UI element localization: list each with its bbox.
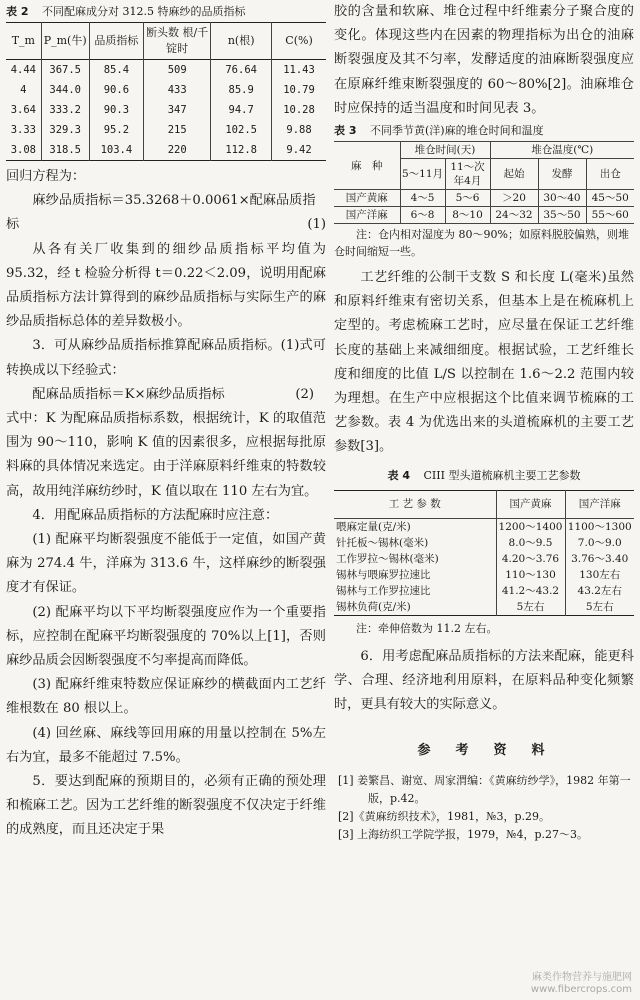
table4-cell: 锡林负荷(克/米) (336, 600, 411, 613)
table4-cell: 43.2左右 (565, 583, 634, 599)
left-column (6, 0, 326, 843)
table4-cell: 1200～1400 (496, 518, 565, 535)
table2-cell: 3.08 (10, 144, 36, 156)
table2-cell: 333.2 (41, 100, 89, 120)
table3-note: 注：仓内相对湿度为 80～90%；如原料脱胶偏熟，则堆仓时间缩短一些。 (334, 228, 629, 259)
table3-cell: 45～50 (586, 190, 634, 207)
table4-header: 工 艺 参 数 (334, 490, 496, 518)
paragraph: 4．用配麻品质指标的方法配麻时应注意： (32, 507, 279, 523)
table2-cell: 95.2 (89, 120, 143, 140)
table2-cell: 344.0 (41, 80, 89, 100)
table2-header: T_m (11, 34, 35, 47)
table3-cell: 5～6 (445, 190, 490, 207)
table4-row (334, 535, 634, 551)
table2-cell: 509 (144, 60, 211, 81)
table4-cell: 5左右 (496, 599, 565, 616)
table2-header: 品质指标 (89, 23, 143, 60)
paragraph: 5．要达到配麻的预期目的，必须有正确的预处理和梳麻工艺。因为工艺纤维的断裂强度不仅决定于纤维的成熟度，而且还决定于果 (6, 774, 326, 838)
table2-cell: 347 (144, 100, 211, 120)
paragraph: 6．用考虑配麻品质指标的方法来配麻，能更科学、合理、经济地利用原料，在原料品种变化频繁时，更具有较大的实际意义。 (334, 648, 634, 713)
table2-row (6, 80, 326, 100)
watermark-url: www.fibercrops.com (530, 984, 632, 995)
table2-row (6, 60, 326, 81)
table2-cell: 103.4 (89, 140, 143, 161)
table3-header-temp: 堆仓温度(℃) (490, 142, 634, 159)
table2-cell: 90.6 (89, 80, 143, 100)
table4-cell: 7.0～9.0 (565, 535, 634, 551)
table2-header: 断头数 根/千锭时 (144, 23, 211, 60)
formula-2-text: 配麻品质指标＝K×麻纱品质指标 (32, 386, 225, 402)
table3-title: 不同季节黄(洋)麻的堆仓时间和温度 (369, 124, 544, 138)
table2-row (6, 140, 326, 161)
table4-cell: 工作罗拉～锡林(毫米) (336, 552, 439, 565)
table2-cell: 4.44 (10, 64, 36, 76)
table4-row (334, 599, 634, 616)
table4-cell: 针托板～锡林(毫米) (336, 536, 429, 549)
table2-row (6, 100, 326, 120)
table4-cell: 130左右 (565, 567, 634, 583)
paragraph: (1) 配麻平均断裂强度不能低于一定值，如国产黄麻为 274.4 牛，洋麻为 313.6 牛，这样麻纱的断裂强度才有保证。 (6, 532, 326, 596)
table2-cell: 102.5 (211, 120, 272, 140)
table4-cell: 锡林与工作罗拉速比 (336, 584, 431, 597)
table2-cell: 433 (144, 80, 211, 100)
reference-item: [3] 上海纺织工学院学报，1979，№4，p.27～3。 (338, 828, 589, 842)
table4-cell: 41.2～43.2 (496, 583, 565, 599)
table3-caption (334, 123, 634, 139)
paragraph: (4) 回丝麻、麻线等回用麻的用量以控制在 5%左右为宜，最多不能超过 7.5%。 (6, 725, 326, 765)
table3-row (334, 190, 634, 207)
table4-cell: 8.0～9.5 (496, 535, 565, 551)
paragraph: 3．可从麻纱品质指标推算配麻品质指标。(1)式可转换成以下经验式： (6, 338, 326, 378)
table3-subheader: 发酵 (538, 159, 586, 190)
table4-cell: 1100～1300 (565, 518, 634, 535)
paragraph: (2) 配麻平均以下平均断裂强度应作为一个重要指标，应控制在配麻平均断裂强度的 70%以上[1]，否则麻纱品质会因断裂强度不匀率提高而降低。 (6, 604, 326, 669)
table2-header: C(%) (272, 23, 326, 60)
references-heading: 参 考 资 料 (417, 743, 551, 759)
table4-cell: 锡林与喂麻罗拉速比 (336, 568, 431, 581)
table3-cell: 8～10 (445, 207, 490, 224)
table3-cell: 6～8 (400, 207, 445, 224)
table2-header: n(根) (211, 23, 272, 60)
table3-header-variety: 麻 种 (334, 142, 400, 190)
table3-cell: 35～50 (538, 207, 586, 224)
table4-caption (334, 468, 634, 484)
table2-cell: 3.33 (10, 124, 36, 136)
table3-label: 表 3 (334, 124, 357, 138)
table4-row (334, 551, 634, 567)
table2-cell: 215 (144, 120, 211, 140)
table2-cell: 367.5 (41, 60, 89, 81)
paragraph: 工艺纤维的公制干支数 S 和长度 L(毫米)虽然和原料纤维束有密切关系，但基本上是在梳麻机上定型的。考虑梳麻工艺时，应尽量在保证工艺纤维长度的基础上来减细细度。根据试验，工艺纤维长度和细度的比值 L/S 以控制在 1.6～2.2 范围内较为理想。在生产中应根据这个比值来调节梳麻的工艺参数。表 4 为优选出来的头道梳麻机的主要工艺参数[3]。 (334, 270, 634, 455)
table2-header: P_m(牛) (41, 23, 89, 60)
table2-cell: 112.8 (211, 140, 272, 161)
table2-cell: 90.3 (89, 100, 143, 120)
references-list (334, 772, 634, 844)
formula-1-number: (1) (307, 217, 326, 233)
table2-caption (6, 4, 326, 20)
table4-header: 国产黄麻 (496, 490, 565, 518)
reference-item: [1] 姜繁昌、谢宽、周家渭编：《黄麻纺纱学》，1982 年第一版，p.42。 (338, 774, 631, 806)
table2-label: 表 2 (6, 5, 29, 18)
table3-cell: 国产黄麻 (334, 190, 400, 207)
table3-header-time: 堆仓时间(天) (400, 142, 490, 159)
table2-cell: 3.64 (10, 104, 36, 116)
table2-cell: 9.42 (272, 140, 326, 161)
table4-label: 表 4 (387, 468, 411, 482)
table4 (334, 490, 634, 616)
table3-subheader: 11～次年4月 (445, 159, 490, 190)
table2-cell: 318.5 (41, 140, 89, 161)
table4-note: 注：牵伸倍数为 11.2 左右。 (356, 621, 498, 635)
table4-row (334, 583, 634, 599)
table2-cell: 11.43 (272, 60, 326, 81)
watermark-title: 麻类作物营养与施肥网 (532, 972, 632, 983)
watermark (531, 972, 632, 996)
table3-cell: 国产洋麻 (334, 207, 400, 224)
table2-cell: 10.79 (272, 80, 326, 100)
formula-2 (6, 383, 326, 407)
formula-2-number: (2) (295, 386, 314, 402)
formula-1-text: 麻纱品质指标＝35.3268＋0.0061×配麻品质指标 (6, 193, 316, 233)
table4-cell: 5左右 (565, 599, 634, 616)
table3-subheader: 出仓 (586, 159, 634, 190)
table3-cell: ＞20 (490, 190, 538, 207)
paragraph: 胶的含量和软麻、堆仓过程中纤维素分子聚合度的变化。体现这些内在因素的物理指标为出仓的油麻断裂强度及其不匀率，发酵适度的油麻断裂强度应在原麻纤维束断裂强度的 60～80%[2]。油麻堆仓时应保持的适当温度和时间见表 3。 (334, 4, 634, 116)
table3-row (334, 207, 634, 224)
paragraph: (3) 配麻纤维束特数应保证麻纱的横截面内工艺纤维根数在 80 根以上。 (6, 677, 326, 717)
table3-cell: 24～32 (490, 207, 538, 224)
table2-header-row (6, 23, 326, 60)
table4-cell: 3.76～3.40 (565, 551, 634, 567)
table2-cell: 329.3 (41, 120, 89, 140)
table2-cell: 4 (20, 84, 27, 96)
table3 (334, 141, 634, 224)
table4-title: CIII 型头道梳麻机主要工艺参数 (423, 468, 581, 482)
table4-cell: 喂麻定量(克/米) (336, 520, 411, 533)
table3-cell: 4～5 (400, 190, 445, 207)
table4-cell: 4.20～3.76 (496, 551, 565, 567)
table3-cell: 30～40 (538, 190, 586, 207)
right-column (334, 0, 634, 844)
table2-cell: 220 (144, 140, 211, 161)
paragraph: 式中：K 为配麻品质指标系数，根据统计，K 的取值范围为 90～110，影响 K 值的因素很多，应根据每批原料麻的具体情况来选定。由于洋麻原料纤维束的特数较高，故用纯洋麻纺纱时，K 值以取在 110 左右为宜。 (6, 411, 326, 499)
table4-row (334, 518, 634, 535)
reference-item: [2]《黄麻纺织技术》，1981，№3，p.29。 (338, 810, 551, 824)
table2-title: 不同配麻成分对 312.5 特麻纱的品质指标 (41, 5, 246, 18)
table2-cell: 76.64 (211, 60, 272, 81)
regression-label: 回归方程为： (6, 169, 86, 184)
table4-row (334, 567, 634, 583)
table2-cell: 94.7 (211, 100, 272, 120)
formula-1 (6, 189, 326, 237)
table3-cell: 55～60 (586, 207, 634, 224)
table2 (6, 22, 326, 161)
table3-subheader: 起始 (490, 159, 538, 190)
table4-header: 国产洋麻 (565, 490, 634, 518)
table2-cell: 9.88 (272, 120, 326, 140)
table2-cell: 85.9 (211, 80, 272, 100)
table2-cell: 10.28 (272, 100, 326, 120)
table4-cell: 110～130 (496, 567, 565, 583)
table2-cell: 85.4 (89, 60, 143, 81)
paragraph: 从各有关厂收集到的细纱品质指标平均值为 95.32，经 t 检验分析得 t＝0.22＜2.09，说明用配麻品质指标方法计算得到的麻纱品质指标与实际生产的麻纱品质指标总体的差异数极小。 (6, 241, 326, 330)
table3-subheader: 5～11月 (400, 159, 445, 190)
table2-row (6, 120, 326, 140)
